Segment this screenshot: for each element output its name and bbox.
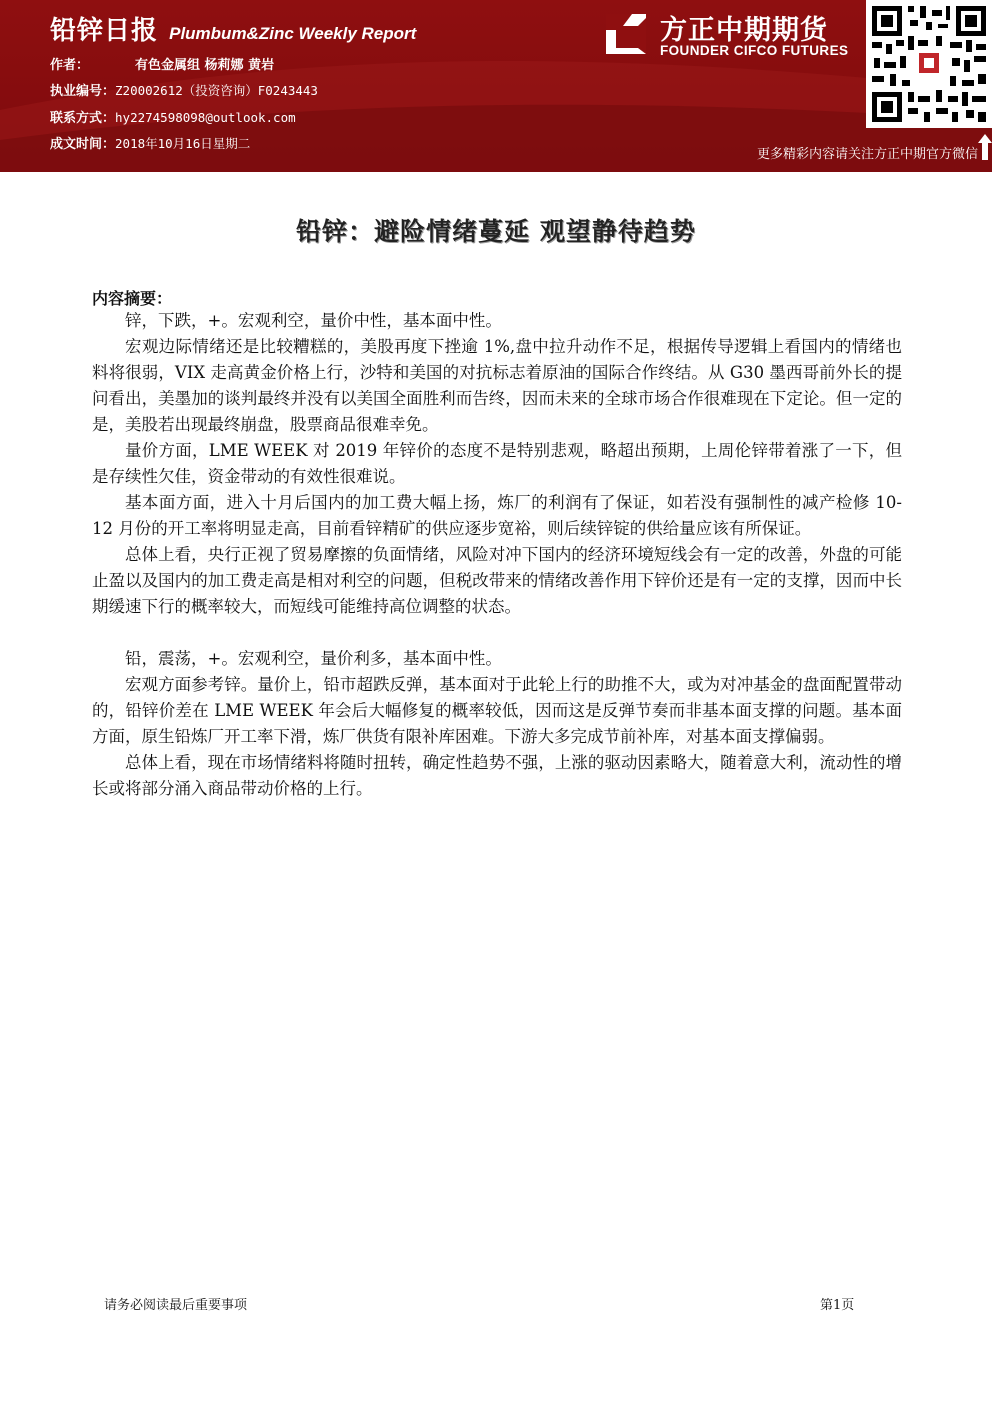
paragraph-zinc-summary: 锌，下跌，+。宏观利空，量价中性，基本面中性。	[125, 311, 502, 330]
author-label: 作者：	[50, 58, 90, 73]
paragraph-lead-overall: 总体上看，现在市场情绪料将随时扭转，确定性趋势不强，上涨的驱动因素略大，随着意大利，流动性的增长或将部分涌入商品带动价格的上行。	[92, 753, 902, 798]
abstract-label: 内容摘要：	[92, 289, 173, 308]
license-label: 执业编号：	[50, 84, 116, 99]
paragraph-lead-summary: 铅，震荡，+。宏观利空，量价利多，基本面中性。	[125, 649, 502, 668]
date-value: 2018年10月16日星期二	[115, 136, 251, 151]
date-line	[50, 133, 250, 152]
document-title: 铅锌：避险情绪蔓延 观望静待趋势	[296, 217, 696, 246]
report-title-en: Plumbum&Zinc Weekly Report	[169, 24, 417, 43]
page-number: 第1页	[820, 1298, 855, 1313]
company-logo	[602, 8, 862, 68]
paragraph-lead-macro: 宏观方面参考锌。量价上，铅市超跌反弹，基本面对于此轮上行的助推不大，或为对冲基金的盘面配置带动的，铅锌价差在 LME WEEK 年会后大幅修复的概率较低，因而这是反弹节奏而非基本面支撑的问题。基本面方面，原生铅炼厂开工率下滑，炼厂供货有限补库困难。下游大多完成节前补库，对基本面支撑偏弱。	[92, 675, 902, 746]
author-line	[50, 54, 274, 73]
report-title-cn: 铅锌日报	[50, 16, 159, 46]
logo-text-en: FOUNDER CIFCO FUTURES	[660, 43, 849, 58]
paragraph-zinc-volume-price: 量价方面，LME WEEK 对 2019 年锌价的态度不是特别悲观，略超出预期，上周伦锌带着涨了一下，但是存续性欠佳，资金带动的有效性很难说。	[92, 441, 902, 486]
paragraph-zinc-macro: 宏观边际情绪还是比较糟糕的，美股再度下挫逾 1%,盘中拉升动作不足，根据传导逻辑上看国内的情绪也料将很弱，VIX 走高黄金价格上行，沙特和美国的对抗标志着原油的国际合作终结。从 G30 墨西哥前外长的提问看出，美墨加的谈判最终并没有以美国全面胜利而告终，因而未来的全球市场合作很难现在下定论。但一定的是，美股若出现最终崩盘，股票商品很难幸免。	[92, 337, 902, 434]
abstract-body	[92, 308, 902, 802]
paragraph-zinc-overall: 总体上看，央行正视了贸易摩擦的负面情绪，风险对冲下国内的经济环境短线会有一定的改善，外盘的可能止盈以及国内的加工费走高是相对利空的问题，但税改带来的情绪改善作用下锌价还是有一定的支撑，因而中长期缓速下行的概率较大，而短线可能维持高位调整的状态。	[92, 545, 902, 616]
paragraph-zinc-fundamentals: 基本面方面，进入十月后国内的加工费大幅上扬，炼厂的利润有了保证，如若没有强制性的减产检修 10-12 月份的开工率将明显走高，目前看锌精矿的供应逐步宽裕，则后续锌锭的供给量应该有所保证。	[92, 493, 902, 538]
report-title-line	[50, 10, 416, 47]
logo-text-cn: 方正中期期货	[660, 15, 828, 46]
license-value: Z20002612（投资咨询）F0243443	[115, 83, 318, 98]
founder-logo-icon	[602, 8, 652, 58]
contact-label: 联系方式：	[50, 111, 116, 126]
report-header	[0, 0, 992, 172]
contact-value: hy2274598098@outlook.com	[115, 110, 296, 125]
wechat-follow-note: 更多精彩内容请关注方正中期官方微信	[756, 147, 978, 162]
date-label: 成文时间：	[50, 137, 116, 152]
contact-line	[50, 107, 296, 126]
arrow-up-icon	[978, 134, 992, 160]
author-value: 有色金属组 杨莉娜 黄岩	[135, 58, 275, 73]
license-line	[50, 80, 318, 99]
wechat-qr-code-icon	[866, 0, 992, 128]
footer-notice: 请务必阅读最后重要事项	[104, 1298, 248, 1313]
